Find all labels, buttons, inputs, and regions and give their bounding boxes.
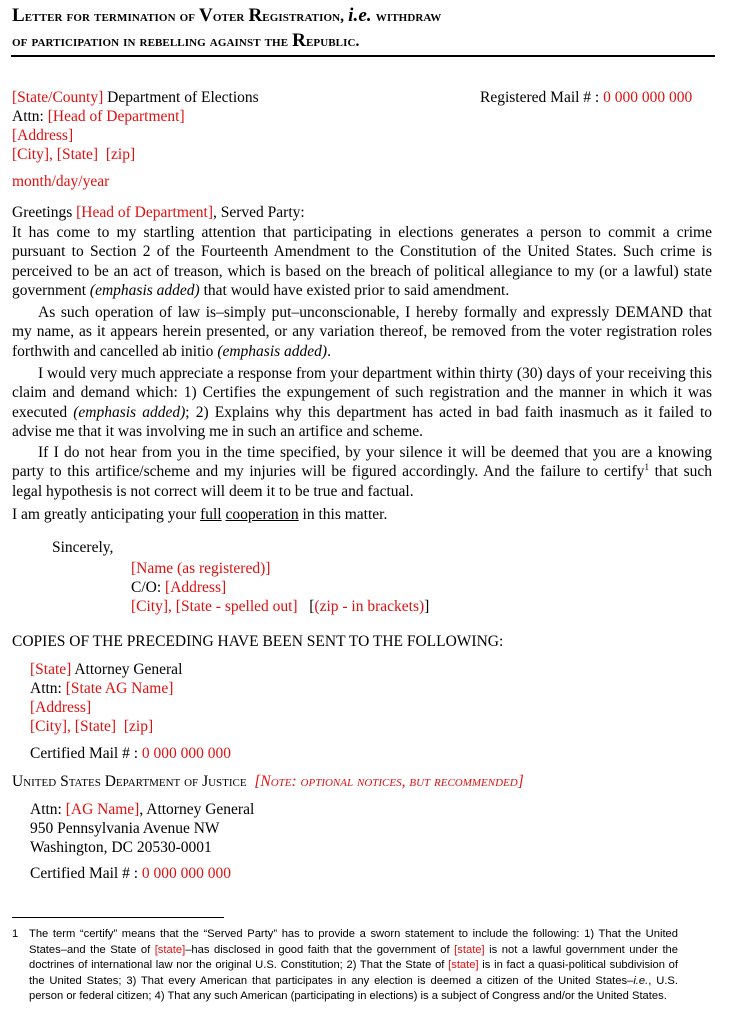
ag-city-line: [City], [State] [zip] [30, 718, 154, 735]
greeting: Greetings [Head of Department], Served Party: [12, 204, 305, 221]
title-line-2: of participation in rebelling against the Republic. [12, 30, 360, 51]
title-line-1: Letter for termination of Voter Registration, i.e. withdraw [12, 5, 442, 26]
ag-title-line: [State] Attorney General [30, 661, 183, 678]
doj-note: [Note: optional notices, but recommended] [254, 773, 524, 790]
recipient-dept-line: [State/County] Department of Elections [12, 89, 259, 106]
paragraph-3: I would very much appreciate a response from your department within thirty (30) days of your receiving this claim and demand which: 1) Certifies the expungement of such registration and the manner in which it was executed (emphasis added); 2) Explains why this department has acted in bad faith inasmuch as it failed to advise me that it was involving me in such an artifice and scheme. [12, 365, 712, 441]
ag-address-line: [Address] [30, 699, 92, 716]
doj-address [30, 800, 254, 857]
doj-attn-line: Attn: [AG Name], Attorney General [30, 801, 255, 818]
paragraph-5: I am greatly anticipating your full cooperation in this matter. [12, 506, 388, 523]
title-divider [11, 55, 715, 57]
doj-certified-mail: Certified Mail # : 0 000 000 000 [30, 865, 232, 882]
registered-mail: Registered Mail # : 0 000 000 000 [480, 89, 693, 106]
letter-date: month/day/year [12, 173, 110, 190]
recipient-attn-line: Attn: [Head of Department] [12, 108, 185, 125]
footnote [12, 927, 678, 1005]
footnote-number: 1 [12, 928, 19, 940]
copies-heading: COPIES OF THE PRECEDING HAVE BEEN SENT TO THE FOLLOWING: [12, 633, 504, 650]
recipient-city-line: [City], [State] [zip] [12, 146, 136, 163]
closing: Sincerely, [52, 539, 114, 556]
signature-block [131, 559, 429, 616]
signer-name: [Name (as registered)] [131, 560, 271, 577]
doj-street-line: 950 Pennsylvania Avenue NW [30, 820, 220, 837]
recipient-address [12, 88, 259, 164]
paragraph-1: It has come to my startling attention that participating in elections generates a person to commit a crime pursuant to Section 2 of the Fourteenth Amendment to the Constitution of the United States. Such crime is perceived to be an act of treason, which is based on the breach of political allegiance to my (or a lawful) state government (emphasis added) that would have existed prior to said amendment. [12, 224, 712, 300]
footnote-text: The term “certify” means that the “Served Party” has to provide a sworn statement to include the following: 1) That the United States–and the State of [state]–has disclosed in good faith that the government of [state] is not a lawful government under the doctrines of international law nor the original U.S. Constitution; 2) That the State of [state] is in fact a quasi-political subdivision of the United States; 3) That every American that participates in any election is deemed a citizen of the United States–i.e., U.S. person or federal citizen; 4) That any such American (participating in elections) is a subject of Congress and/or the United States. [29, 928, 678, 1003]
signer-city-line: [City], [State - spelled out] [(zip - in brackets)] [131, 598, 430, 615]
recipient-address-line: [Address] [12, 127, 74, 144]
footnote-ref: 1 [644, 462, 649, 473]
ag-address [30, 660, 182, 736]
paragraph-2: As such operation of law is–simply put–unconscionable, I hereby formally and expressly DEMAND that my name, as it appears herein presented, or any variation thereof, be removed from the voter registration roles forthwith and cancelled ab initio (emphasis added). [12, 304, 712, 360]
doj-city-line: Washington, DC 20530-0001 [30, 839, 212, 856]
footnote-divider [12, 917, 224, 918]
paragraph-4: If I do not hear from you in the time specified, by your silence it will be deemed that you are a knowing party to this artifice/scheme and my injuries will be figured accordingly. And the failure to certify$^1$ that such legal hypothesis is not correct will deem it to be true and factual. [12, 444, 712, 500]
signer-co-line: C/O: [Address] [131, 579, 227, 596]
ag-certified-mail: Certified Mail # : 0 000 000 000 [30, 745, 232, 762]
doj-heading: United States Department of Justice [Note: optional notices, but recommended] [12, 773, 524, 790]
letter-title [12, 4, 732, 54]
ag-attn-line: Attn: [State AG Name] [30, 680, 174, 697]
